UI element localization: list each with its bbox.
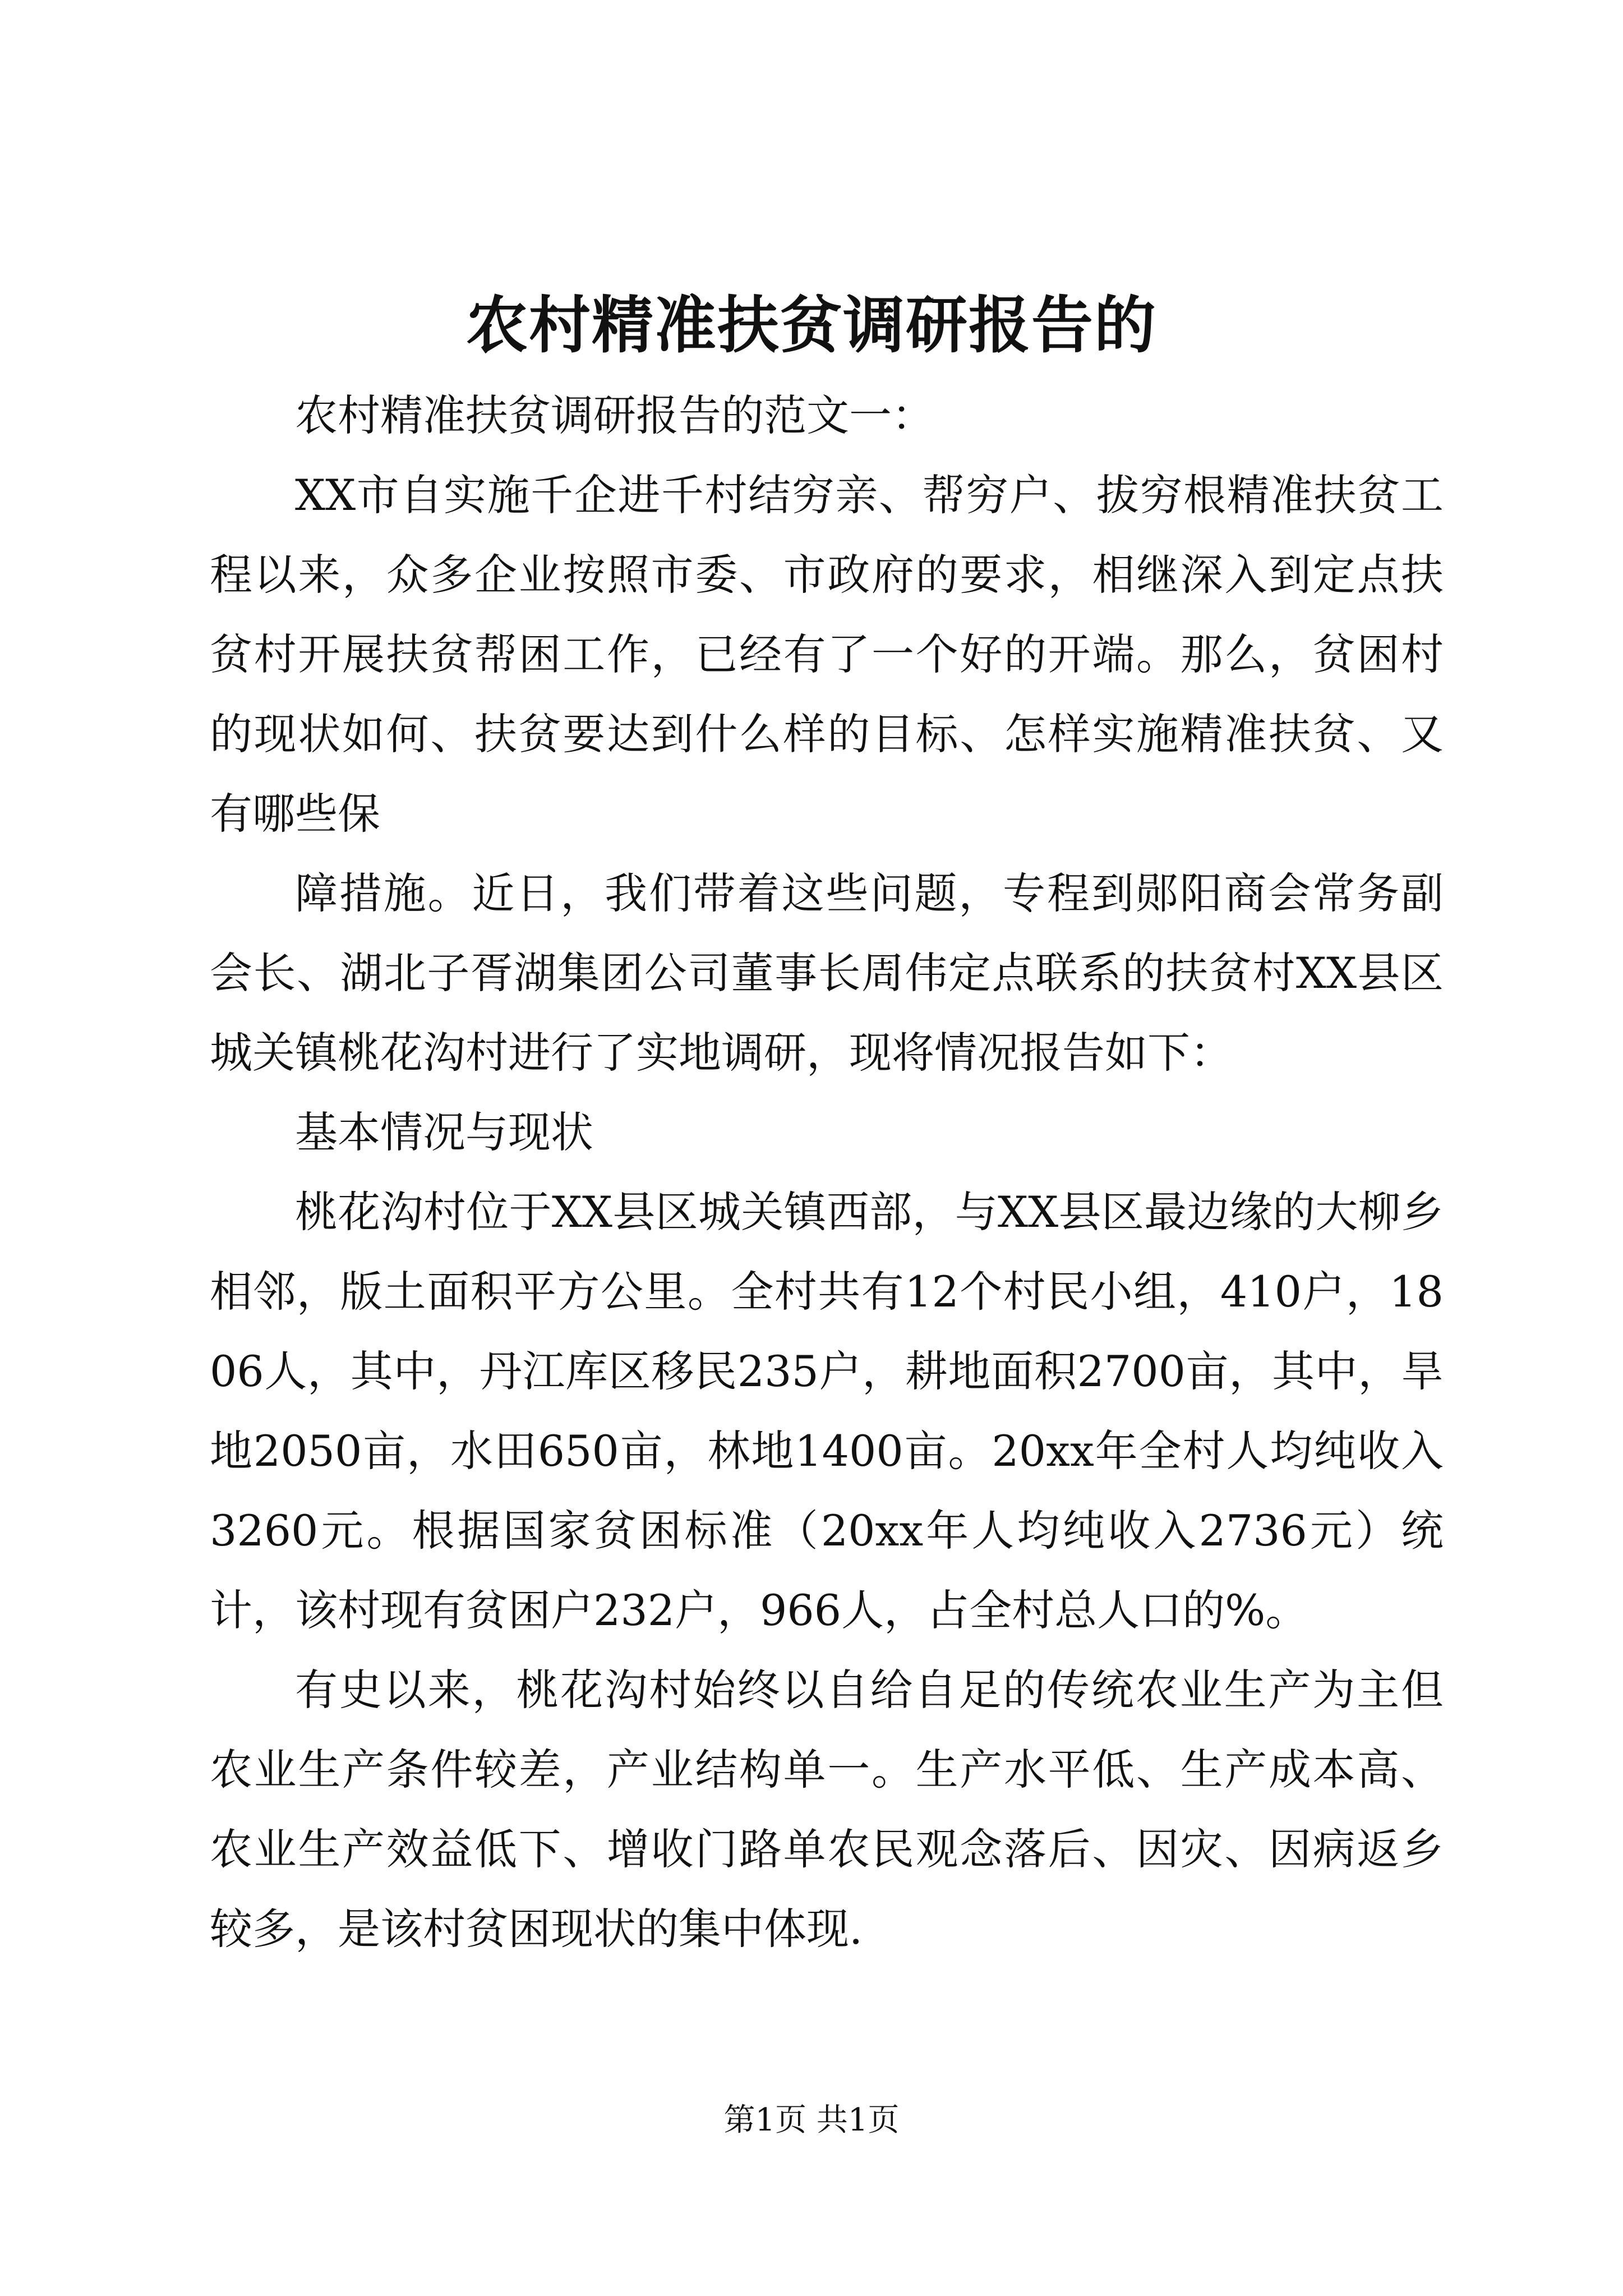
document-title: 农村精准扶贫调研报告的 — [466, 289, 1157, 361]
paragraph-measures: 障措施。近日，我们带着这些问题，专程到郧阳商会常务副会长、湖北子胥湖集团公司董事长周伟定点联系的扶贫村XX县区城关镇桃花沟村进行了实地调研，现将情况报告如下： — [210, 868, 1444, 1078]
page-footer: 第1页 共1页 — [723, 2102, 900, 2138]
document-body — [210, 376, 1444, 1969]
paragraph-background: XX市自实施千企进千村结穷亲、帮穷户、拔穷根精准扶贫工程以来，众多企业按照市委、市政府的要求，相继深入到定点扶贫村开展扶贫帮困工作，已经有了一个好的开端。那么，贫困村的现状如何、扶贫要达到什么样的目标、怎样实施精准扶贫、又有哪些保 — [210, 470, 1444, 839]
paragraph-intro: 农村精准扶贫调研报告的范文一： — [295, 390, 934, 440]
section-heading: 基本情况与现状 — [295, 1107, 593, 1157]
paragraph-history: 有史以来，桃花沟村始终以自给自足的传统农业生产为主但农业生产条件较差，产业结构单一。生产水平低、生产成本高、农业生产效益低下、增收门路单农民观念落后、因灾、因病返乡较多，是该村贫困现状的集中体现. — [210, 1665, 1444, 1954]
paragraph-village-stats: 桃花沟村位于XX县区城关镇西部，与XX县区最边缘的大柳乡相邻，版土面积平方公里。全村共有12个村民小组，410户，1806人，其中，丹江库区移民235户，耕地面积2700亩，其中，旱地2050亩，水田650亩，林地1400亩。20xx年全村人均纯收入3260元。根据国家贫困标准（20xx年人均纯收入2736元）统计，该村现有贫困户232户，966人，占全村总人口的%。 — [210, 1187, 1444, 1635]
